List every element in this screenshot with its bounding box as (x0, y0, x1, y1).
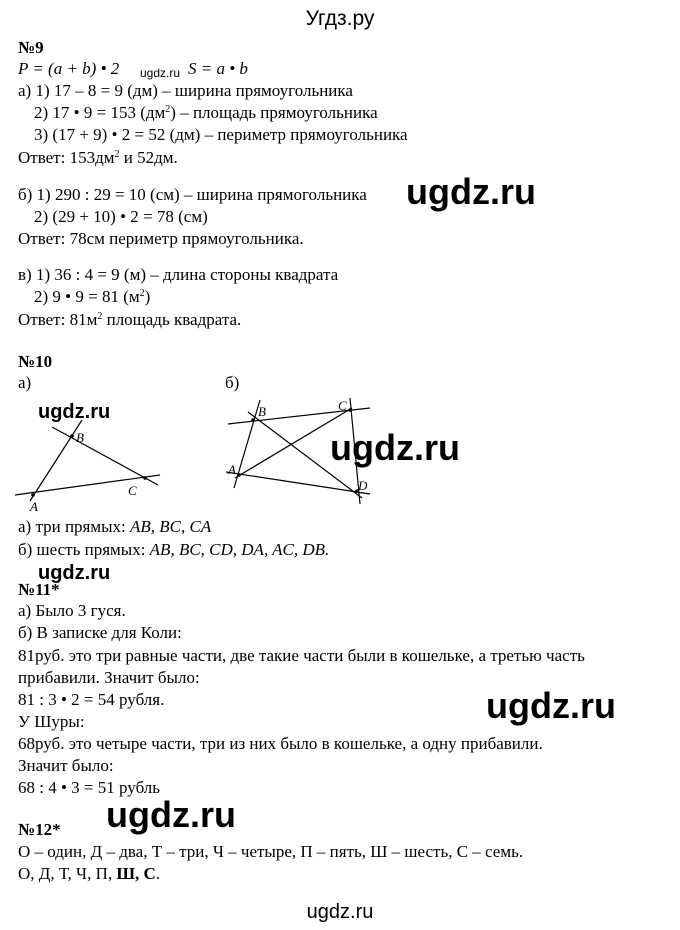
task9-number: №9 (18, 38, 44, 57)
figure-a-lines (10, 415, 190, 515)
task9-answer-a: Ответ: $153дм^2$ и 52дм. (18, 148, 178, 167)
task11-line1: а) Было 3 гуся. (18, 601, 126, 620)
watermark-small-bold: ugdz.ru (38, 401, 111, 423)
task10-answer-b: б) шесть прямых: AB, BC, CD, DA, AC, DB. (18, 540, 330, 559)
task9-answer-b: Ответ: 78см периметр прямоугольника. (18, 229, 304, 248)
task9-c1: в) 1) 36 : 4 = 9 (м) – длина стороны квадрата (18, 265, 339, 284)
task11-number: №11* (18, 580, 60, 599)
task10-label-b: б) (225, 373, 240, 392)
point-B-b: B (258, 404, 266, 419)
task9-c2: 2) 9 • 9 = 81 $(м^2)$ (34, 287, 151, 306)
task10-answer-a: а) три прямых: AB, BC, CA (18, 517, 212, 536)
task11-line2: б) В записке для Коли: (18, 623, 182, 642)
task11-line8: Значит было: (18, 756, 114, 775)
task9-formula-area: S = a • b (188, 59, 248, 78)
task11-line9: 68 : 4 • 3 = 51 рубль (18, 778, 161, 797)
watermark-figure: ugdz.ru (330, 427, 460, 468)
watermark-large: ugdz.ru (406, 171, 536, 212)
task9-b1: б) 1) 290 : 29 = 10 (см) – ширина прямогольника (18, 185, 367, 204)
task11-line3: 81руб. это три равные части, две такие части были в кошельке, а третью часть (18, 646, 585, 665)
task11-line5: 81 : 3 • 2 = 54 рубля. (18, 690, 165, 709)
point-C-b: C (338, 398, 347, 413)
task10-label-a: а) (18, 373, 32, 392)
point-D-b: D (358, 478, 368, 493)
point-A-b: A (228, 462, 236, 477)
task12-line1: О – один, Д – два, Т – три, Ч – четыре, П – пять, Ш – шесть, С – семь. (18, 842, 524, 861)
watermark-small: ugdz.ru (140, 66, 181, 80)
watermark-task12: ugdz.ru (106, 794, 236, 835)
task9-b2: 2) (29 + 10) • 2 = 78 (см) (34, 207, 208, 226)
point-A-a: A (30, 499, 38, 514)
task9-a1: а) 1) 17 – 8 = 9 (дм) – ширина прямоугольника (18, 81, 353, 100)
task12-line2: О, Д, Т, Ч, П, Ш, С. (18, 864, 161, 883)
point-B-a: B (76, 430, 84, 445)
task11-line4: прибавили. Значит было: (18, 668, 200, 687)
watermark-task11: ugdz.ru (38, 562, 111, 584)
task9-a3: 3) (17 + 9) • 2 = 52 (дм) – периметр прямоугольника (34, 125, 408, 144)
point-C-a: C (128, 483, 137, 498)
site-title: Угдз.ру (305, 7, 375, 30)
task11-line7: 68руб. это четыре части, три из них было в кошельке, а одну прибавили. (18, 734, 543, 753)
task9-a2: 2) 17 • 9 = 153 $(дм^2)$ – площадь прямоугольника (34, 103, 378, 122)
task9-formula-perimeter: P = (a + b) • 2 (18, 59, 120, 78)
task12-number: №12* (18, 820, 61, 839)
task11-line6: У Шуры: (18, 712, 85, 731)
task9-answer-c: Ответ: $81м^2$ площадь квадрата. (18, 310, 242, 329)
task10-number: №10 (18, 352, 53, 371)
footer-watermark: ugdz.ru (306, 901, 374, 923)
watermark-task11-large: ugdz.ru (486, 685, 616, 726)
